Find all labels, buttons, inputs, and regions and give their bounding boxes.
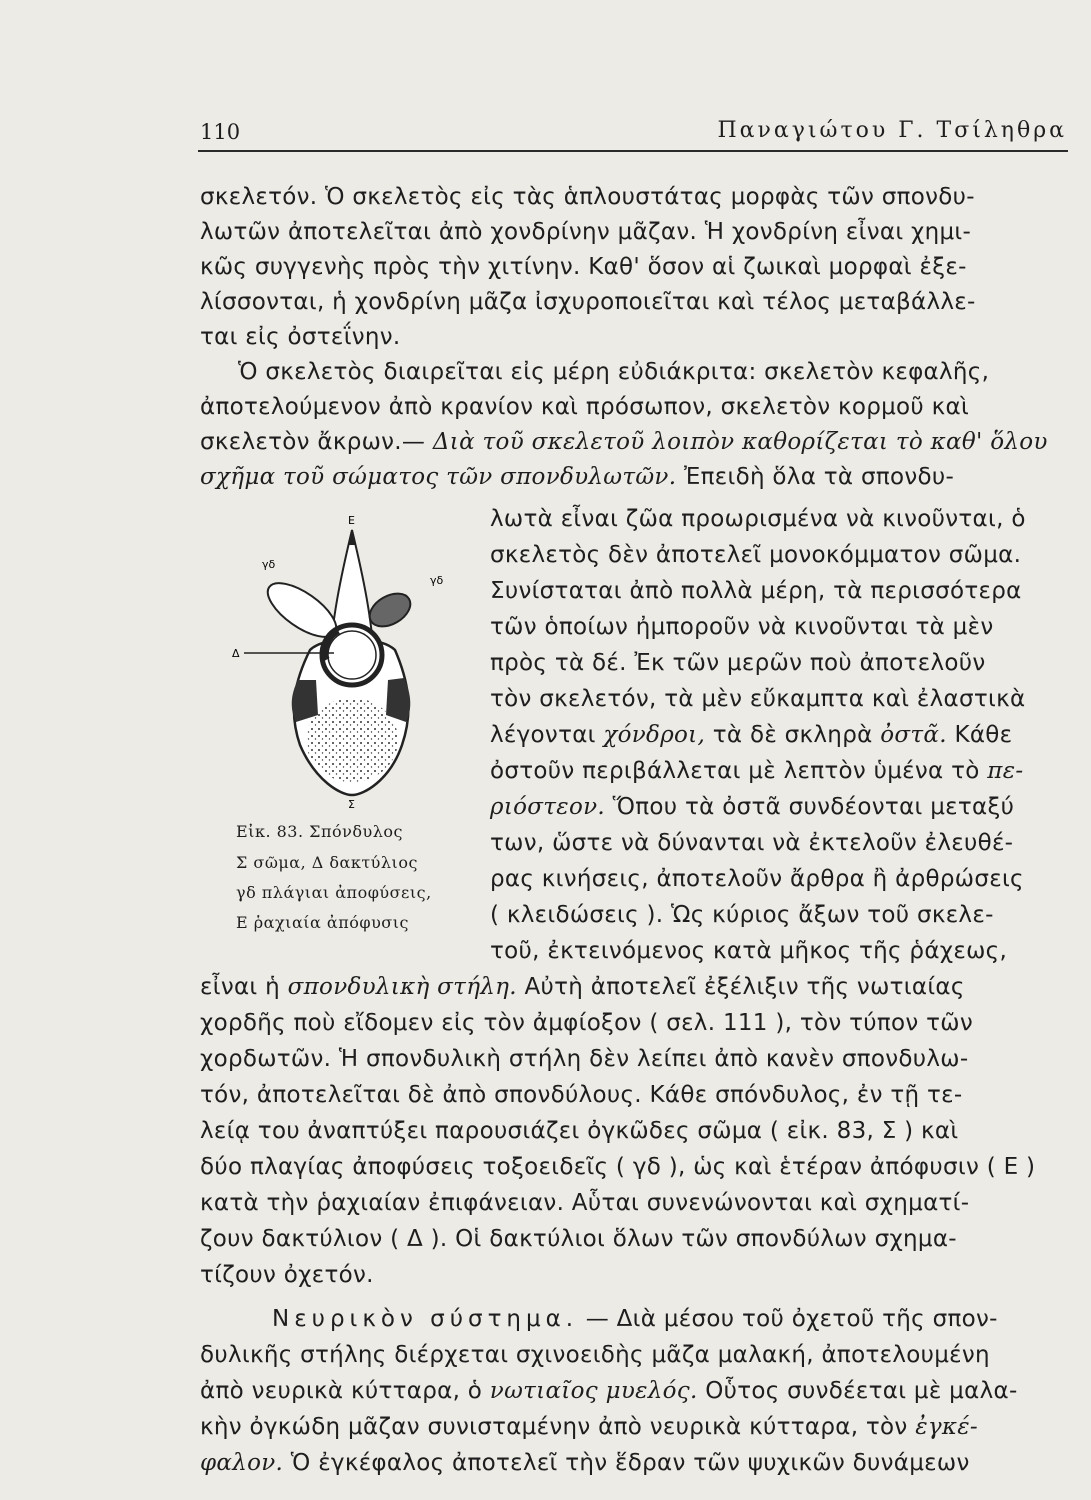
text-line: ( κλειδώσεις ). Ὡς κύριος ἄξων τοῦ σκελε- bbox=[490, 902, 994, 928]
text-span: — Διὰ μέσου τοῦ ὀχετοῦ τῆς σπον- bbox=[585, 1306, 998, 1332]
text-span: Κάθε bbox=[954, 722, 1013, 748]
text-span: Ὁ ἐγκέφαλος ἀποτελεῖ τὴν ἕδραν τῶν ψυχικῶν δυνάμεων bbox=[290, 1450, 970, 1476]
figure-caption: Ε ῥαχιαία ἀπόφυσις bbox=[236, 913, 409, 932]
text-span: Αὐτὴ ἀποτελεῖ ἐξέλιξιν τῆς νωτιαίας bbox=[524, 974, 965, 1000]
vertebra-figure bbox=[232, 510, 480, 811]
text-span: Οὗτος συνδέεται μὲ μαλα- bbox=[705, 1378, 1018, 1404]
page-number: 110 bbox=[200, 120, 241, 144]
text-line: τόν, ἀποτελεῖται δὲ ἀπὸ σπονδύλους. Κάθε σπόνδυλος, ἐν τῇ τε- bbox=[200, 1082, 963, 1108]
text-line: των, ὥστε νὰ δύνανται νὰ ἐκτελοῦν ἐλευθέ- bbox=[490, 830, 1014, 856]
text-line bbox=[200, 1416, 978, 1439]
text-line bbox=[200, 1380, 1018, 1403]
text-line: κῶς συγγενὴς πρὸς τὴν χιτίνην. Καθ' ὅσον αἱ ζωικαὶ μορφαὶ ἐξε- bbox=[200, 254, 967, 280]
text-span: τὰ δὲ σκληρὰ bbox=[712, 722, 873, 748]
text-span: σκελετὸν ἄκρων.— bbox=[200, 429, 426, 455]
text-line: σκελετὸς δὲν ἀποτελεῖ μονοκόμματον σῶμα. bbox=[490, 542, 1022, 568]
italic-span: ριόστεον. bbox=[490, 794, 605, 820]
text-line bbox=[490, 724, 1012, 747]
text-span: κὴν ὀγκώδη μᾶζαν συνισταμένην ἀπὸ νευρικὰ κύτταρα, τὸν bbox=[200, 1414, 908, 1440]
text-span: ἀπὸ νευρικὰ κύτταρα, ὁ bbox=[200, 1378, 483, 1404]
text-line: λείᾳ του ἀναπτύξει παρουσιάζει ὀγκῶδες σῶμα ( εἰκ. 83, Σ ) καὶ bbox=[200, 1118, 959, 1144]
figure-caption: γδ πλάγιαι ἀποφύσεις, bbox=[236, 883, 432, 902]
text-line: Συνίσταται ἀπὸ πολλὰ μέρη, τὰ περισσότερα bbox=[490, 578, 1022, 604]
text-line: χορδῆς ποὺ εἴδομεν εἰς τὸν ἀμφίοξον ( σελ. 111 ), τὸν τύπον τῶν bbox=[200, 1010, 974, 1036]
header-rule bbox=[198, 150, 1068, 152]
text-line: τοῦ, ἐκτεινόμενος κατὰ μῆκος τῆς ῥάχεως, bbox=[490, 938, 1008, 964]
text-line bbox=[490, 760, 1023, 783]
italic-span: πε- bbox=[987, 758, 1024, 784]
text-line bbox=[272, 1308, 998, 1331]
section-heading: Νευρικὸν σύστημα. bbox=[272, 1306, 579, 1332]
text-line: σκελετόν. Ὁ σκελετὸς εἰς τὰς ἁπλουστάτας μορφὰς τῶν σπονδυ- bbox=[200, 184, 975, 210]
label-e: E bbox=[348, 514, 355, 527]
text-line: τὸν σκελετόν, τὰ μὲν εὔκαμπτα καὶ ἐλαστικὰ bbox=[490, 686, 1026, 712]
text-span: Ἐπειδὴ ὅλα τὰ σπονδυ- bbox=[683, 464, 955, 490]
text-line bbox=[200, 976, 965, 999]
text-line: κατὰ τὴν ῥαχιαίαν ἐπιφάνειαν. Αὗται συνενώνονται καὶ σχηματί- bbox=[200, 1190, 970, 1216]
text-line: λωτὰ εἶναι ζῶα προωρισμένα νὰ κινοῦνται, ὁ bbox=[490, 506, 1026, 532]
text-line: Ὁ σκελετὸς διαιρεῖται εἰς μέρη εὐδιάκριτα: σκελετὸν κεφαλῆς, bbox=[238, 359, 990, 385]
italic-span: φαλον. bbox=[200, 1450, 284, 1476]
text-line: λίσσονται, ἡ χονδρίνη μᾶζα ἰσχυροποιεῖται καὶ τέλος μεταβάλλε- bbox=[200, 289, 976, 315]
figure-caption: Σ σῶμα, Δ δακτύλιος bbox=[236, 853, 418, 872]
text-line: δύο πλαγίας ἀποφύσεις τοξοειδεῖς ( γδ ), ὡς καὶ ἑτέραν ἀπόφυσιν ( Ε ) bbox=[200, 1154, 1036, 1180]
text-line bbox=[200, 1452, 970, 1475]
text-span: λέγονται bbox=[490, 722, 596, 748]
text-line: ται εἰς ὀστεΐνην. bbox=[200, 324, 401, 350]
italic-span: ἐγκέ- bbox=[915, 1414, 979, 1440]
text-span: ὀστοῦν περιβάλλεται μὲ λεπτὸν ὑμένα τὸ bbox=[490, 758, 980, 784]
italic-span: χόνδροι, bbox=[603, 722, 706, 748]
text-line: πρὸς τὰ δέ. Ἐκ τῶν μερῶν ποὺ ἀποτελοῦν bbox=[490, 650, 986, 676]
text-span: Ὅπου τὰ ὀστᾶ συνδέονται μεταξύ bbox=[612, 794, 1015, 820]
text-line: τίζουν ὀχετόν. bbox=[200, 1262, 374, 1288]
label-gd-left: γδ bbox=[262, 558, 276, 571]
italic-span: σπονδυλικὴ στήλη. bbox=[287, 974, 517, 1000]
text-line: ἀποτελούμενον ἀπὸ κρανίον καὶ πρόσωπον, σκελετὸν κορμοῦ καὶ bbox=[200, 394, 970, 420]
label-sigma: Σ bbox=[348, 798, 355, 811]
italic-span: νωτιαῖος μυελός. bbox=[489, 1378, 698, 1404]
text-line: δυλικῆς στήλης διέρχεται σχινοειδὴς μᾶζα μαλακή, ἀποτελουμένη bbox=[200, 1342, 990, 1368]
text-span: εἶναι ἡ bbox=[200, 974, 280, 1000]
italic-span: Διὰ τοῦ σκελετοῦ λοιπὸν καθορίζεται τὸ καθ' ὅλου bbox=[432, 429, 1048, 455]
text-line bbox=[490, 796, 1014, 819]
italic-span: σχῆμα τοῦ σώματος τῶν σπονδυλωτῶν. bbox=[200, 464, 677, 490]
text-line bbox=[200, 466, 954, 489]
label-delta: Δ bbox=[232, 647, 240, 660]
running-title: Παναγιώτου Γ. Τσίληθρα bbox=[717, 118, 1067, 143]
text-line: ρας κινήσεις, ἀποτελοῦν ἄρθρα ἢ ἀρθρώσεις bbox=[490, 866, 1024, 892]
text-line bbox=[200, 431, 1048, 454]
text-line: τῶν ὁποίων ἠμποροῦν νὰ κινοῦνται τὰ μὲν bbox=[490, 614, 994, 640]
label-gd-right: γδ bbox=[430, 574, 444, 587]
text-line: ζουν δακτύλιον ( Δ ). Οἱ δακτύλιοι ὅλων τῶν σπονδύλων σχημα- bbox=[200, 1226, 957, 1252]
figure-caption: Εἰκ. 83. Σπόνδυλος bbox=[236, 822, 403, 841]
text-line: λωτῶν ἀποτελεῖται ἀπὸ χονδρίνην μᾶζαν. Ἡ χονδρίνη εἶναι χημι- bbox=[200, 219, 972, 245]
text-line: χορδωτῶν. Ἡ σπονδυλικὴ στήλη δὲν λείπει ἀπὸ κανὲν σπονδυλω- bbox=[200, 1046, 969, 1072]
italic-span: ὀστᾶ. bbox=[880, 722, 947, 748]
